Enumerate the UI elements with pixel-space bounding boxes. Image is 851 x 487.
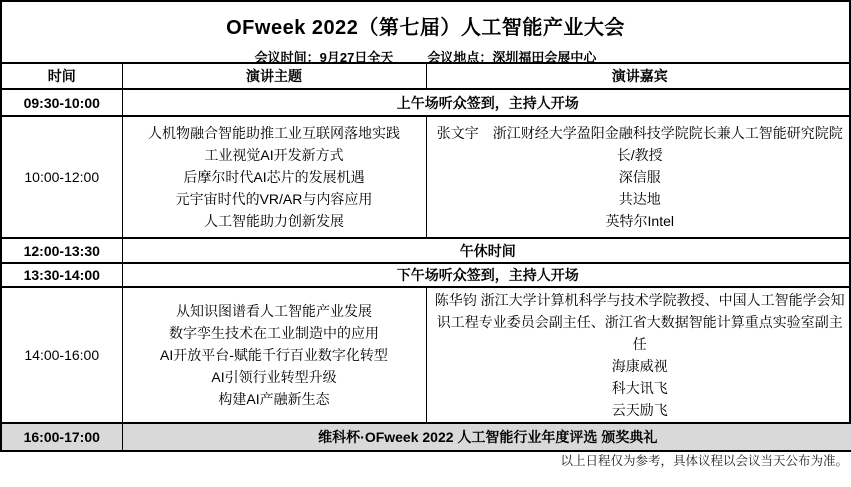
guest-item: 陈华钧 浙江大学计算机科学与技术学院教授、中国人工智能学会知识工程专业委员会副主任、浙江省大数据智能计算重点实验室副主任 bbox=[434, 292, 845, 352]
table-header-row bbox=[2, 63, 851, 89]
topic-item: 从知识图谱看人工智能产业发展 bbox=[176, 303, 372, 319]
schedule-row-morning-signin bbox=[2, 89, 851, 116]
guest-item: 海康威视 bbox=[611, 358, 668, 374]
topic-item: 后摩尔时代AI芯片的发展机遇 bbox=[183, 169, 365, 185]
col-header-topic: 演讲主题 bbox=[122, 63, 426, 89]
time-cell: 09:30-10:00 bbox=[2, 89, 122, 116]
title-block bbox=[2, 2, 849, 65]
topic-item: AI开放平台-赋能千行百业数字化转型 bbox=[160, 347, 388, 363]
schedule-row-award-ceremony bbox=[2, 423, 851, 450]
col-header-guest: 演讲嘉宾 bbox=[426, 63, 851, 89]
page-title: OFweek 2022（第七届）人工智能产业大会 bbox=[226, 17, 625, 39]
topic-item: AI引领行业转型升级 bbox=[211, 369, 337, 385]
time-cell: 16:00-17:00 bbox=[2, 423, 122, 450]
schedule-row-morning-session bbox=[2, 116, 851, 238]
meeting-location-label: 会议地点：深圳福田会展中心 bbox=[427, 50, 597, 65]
merged-content-cell: 维科杯·OFweek 2022 人工智能行业年度评选 颁奖典礼 bbox=[122, 423, 851, 450]
guest-list bbox=[426, 116, 851, 238]
schedule-row-lunch-break bbox=[2, 238, 851, 263]
guest-item: 云天励飞 bbox=[611, 402, 668, 418]
topic-item: 元宇宙时代的VR/AR与内容应用 bbox=[175, 191, 373, 207]
schedule-row-afternoon-session bbox=[2, 287, 851, 423]
guest-list bbox=[426, 287, 851, 423]
guest-item: 张文宇 浙江财经大学盈阳金融科技学院院长兼人工智能研究院院长/教授 bbox=[436, 125, 843, 163]
merged-content-cell: 上午场听众签到，主持人开场 bbox=[122, 89, 851, 116]
guest-item: 英特尔Intel bbox=[605, 213, 674, 229]
schedule-row-afternoon-signin bbox=[2, 263, 851, 287]
merged-content-cell: 下午场听众签到，主持人开场 bbox=[122, 263, 851, 287]
topic-list bbox=[122, 287, 426, 423]
schedule-table bbox=[2, 62, 851, 450]
guest-item: 深信服 bbox=[618, 169, 661, 185]
topic-item: 人工智能助力创新发展 bbox=[204, 213, 344, 229]
guest-item: 科大讯飞 bbox=[611, 380, 668, 396]
footer-disclaimer: 以上日程仅为参考，具体议程以会议当天公布为准。 bbox=[560, 454, 848, 468]
time-cell: 12:00-13:30 bbox=[2, 238, 122, 263]
topic-item: 工业视觉AI开发新方式 bbox=[204, 147, 344, 163]
time-cell: 13:30-14:00 bbox=[2, 263, 122, 287]
merged-content-cell: 午休时间 bbox=[122, 238, 851, 263]
topic-item: 人机物融合智能助推工业互联网落地实践 bbox=[148, 125, 400, 141]
topic-item: 数字孪生技术在工业制造中的应用 bbox=[169, 325, 379, 341]
topic-item: 构建AI产融新生态 bbox=[218, 391, 330, 407]
meeting-time-label: 会议时间：9月27日全天 bbox=[254, 50, 394, 65]
guest-item: 共达地 bbox=[618, 191, 661, 207]
time-cell: 14:00-16:00 bbox=[2, 287, 122, 423]
topic-list bbox=[122, 116, 426, 238]
col-header-time: 时间 bbox=[2, 63, 122, 89]
time-cell: 10:00-12:00 bbox=[2, 116, 122, 238]
